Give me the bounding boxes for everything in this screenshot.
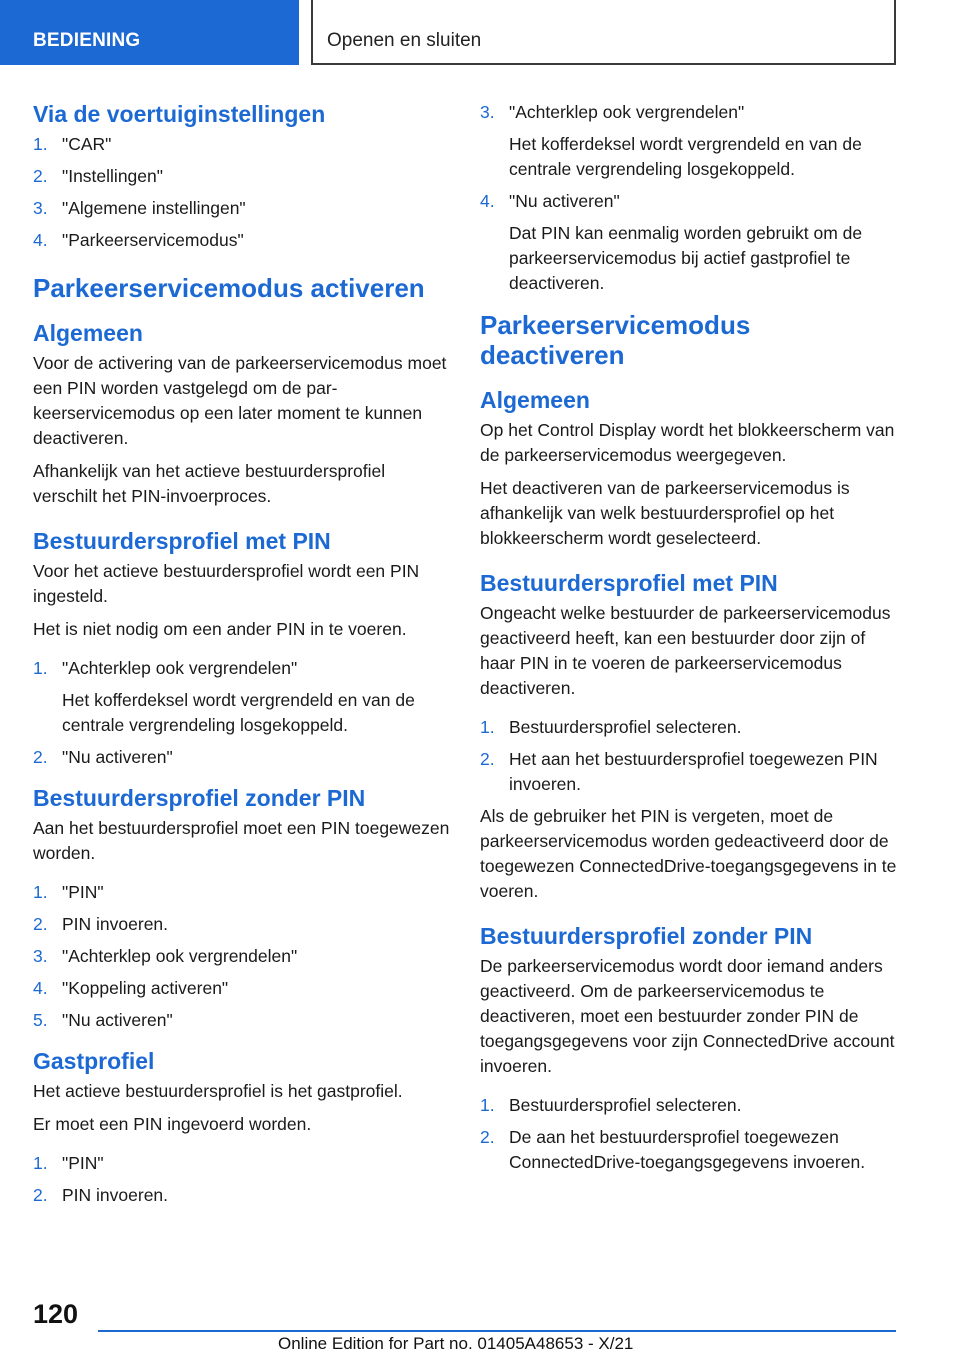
list-item: 2. De aan het bestuurdersprofiel toegewezen ConnectedDrive-toegangsgegevens invoeren. <box>480 1127 866 1172</box>
list-item: 5. "Nu activeren" <box>33 1010 173 1030</box>
chapter-header <box>311 0 896 65</box>
page-number: 120 <box>33 1299 79 1329</box>
steps-zonder-pin <box>33 880 453 1033</box>
heading-via-voertuiginstellingen: Via de voertuiginstellingen <box>33 101 326 127</box>
footer-divider <box>98 1330 896 1332</box>
paragraph: Op het Control Display wordt het blokkeerscherm van de parkeerservicemodus weergegeven. <box>480 420 895 465</box>
heading-zonder-pin: Bestuurdersprofiel zonder PIN <box>480 923 813 949</box>
right-column <box>480 100 900 1189</box>
heading-algemeen: Algemeen <box>33 320 143 346</box>
list-item: 1. Bestuurdersprofiel selecteren. <box>480 717 742 737</box>
list-item: 2. "Instellingen" <box>33 166 163 186</box>
paragraph: Het actieve bestuurdersprofiel is het gastprofiel. <box>33 1081 403 1101</box>
left-column <box>33 100 453 1222</box>
list-item: 3. "Achterklep ook vergrendelen" Het kofferdeksel wordt vergrendeld en van de centrale vergrendeling losgekoppeld. <box>480 102 862 179</box>
paragraph: De parkeerservicemodus wordt door iemand anders geactiveerd. Om de parkeerservicemodus te deactiveren, moet een bestuurder zonder PIN de toegangsgegevens voor zijn ConnectedDrive account invoeren. <box>480 956 895 1076</box>
paragraph: Aan het bestuurdersprofiel moet een PIN toegewezen worden. <box>33 818 450 863</box>
steps-voertuiginstellingen <box>33 132 453 253</box>
list-item: 1. "PIN" <box>33 1153 104 1173</box>
paragraph: Voor de activering van de parkeerservicemodus moet een PIN worden vastgelegd om de parkeerservicemodus op een later moment te kunnen deactiveren. <box>33 353 447 448</box>
paragraph: Er moet een PIN ingevoerd worden. <box>33 1114 312 1134</box>
paragraph: Het is niet nodig om een ander PIN in te voeren. <box>33 619 407 639</box>
list-item: 1. "PIN" <box>33 882 104 902</box>
steps-met-pin <box>33 656 453 770</box>
heading-met-pin: Bestuurdersprofiel met PIN <box>480 570 778 596</box>
heading-activeren: Parkeerservicemodus activeren <box>33 273 425 303</box>
list-item: 2. PIN invoeren. <box>33 914 169 934</box>
paragraph: Voor het actieve bestuurdersprofiel wordt een PIN ingesteld. <box>33 561 420 606</box>
paragraph: Afhankelijk van het actieve bestuurdersprofiel verschilt het PIN-invoerproces. <box>33 461 386 506</box>
list-item: 2. PIN invoeren. <box>33 1185 169 1205</box>
list-item: 4. "Parkeerservicemodus" <box>33 230 244 250</box>
section-title: BEDIENING <box>33 30 141 51</box>
heading-met-pin: Bestuurdersprofiel met PIN <box>33 528 331 554</box>
steps-deactiveren-met-pin <box>480 715 900 797</box>
list-item: 3. "Achterklep ook vergrendelen" <box>33 946 298 966</box>
list-item: 1. Bestuurdersprofiel selecteren. <box>480 1095 742 1115</box>
paragraph: Het deactiveren van de parkeerservicemodus is afhankelijk van welk bestuurdersprofiel op het blokkeerscherm wordt geselecteerd. <box>480 478 850 548</box>
list-item: 4. "Koppeling activeren" <box>33 978 229 998</box>
section-tab <box>0 0 299 65</box>
paragraph: Ongeacht welke bestuurder de parkeerservicemodus geactiveerd heeft, kan een bestuurder door zijn of haar PIN in te voeren de parkeerservicemodus deactiveren. <box>480 603 891 698</box>
list-item: 4. "Nu activeren" Dat PIN kan eenmalig worden gebruikt om de parkeerservicemodus bij actief gastprofiel te deactiveren. <box>480 191 863 293</box>
heading-algemeen: Algemeen <box>480 387 590 413</box>
list-item: 2. Het aan het bestuurdersprofiel toegewezen PIN invoeren. <box>480 749 878 794</box>
steps-gastprofiel <box>33 1151 453 1208</box>
steps-gastprofiel-continued <box>480 100 900 296</box>
steps-deactiveren-zonder-pin <box>480 1093 900 1175</box>
heading-deactiveren: Parkeerservicemodus deactiveren <box>480 310 751 370</box>
paragraph: Als de gebruiker het PIN is vergeten, moet de parkeerservicemodus worden gedeactiveerd door de toegewezen ConnectedDrive-toegangsgegevens in te voeren. <box>480 806 897 901</box>
list-item: 1. "CAR" <box>33 134 112 154</box>
heading-gastprofiel: Gastprofiel <box>33 1048 155 1074</box>
heading-zonder-pin: Bestuurdersprofiel zonder PIN <box>33 785 366 811</box>
list-item: 2. "Nu activeren" <box>33 747 173 767</box>
list-item: 1. "Achterklep ook vergrendelen" Het kofferdeksel wordt vergrendeld en van de centrale vergrendeling losgekoppeld. <box>33 658 415 735</box>
footer-edition: Online Edition for Part no. 01405A48653 - X/21 <box>278 1334 634 1353</box>
chapter-title: Openen en sluiten <box>327 30 482 51</box>
list-item: 3. "Algemene instellingen" <box>33 198 246 218</box>
